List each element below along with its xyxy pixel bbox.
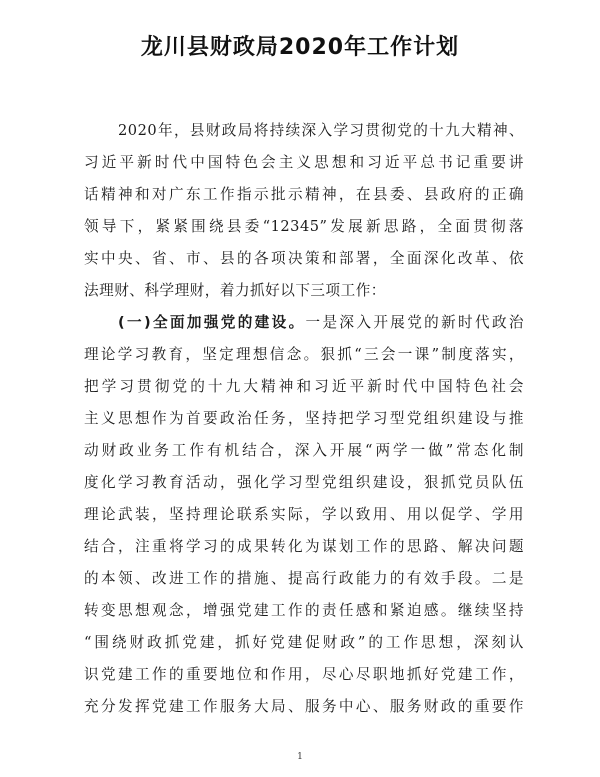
paragraph-2-line-6: 度化学习教育活动，强化学习型党组织建设，狠抓党员队伍 bbox=[84, 474, 524, 491]
paragraph-2-line-1 bbox=[84, 307, 524, 339]
section-heading: (一)全面加强党的建设。 bbox=[118, 314, 306, 331]
paragraph-1-line-1: 2020年，县财政局将持续深入学习贯彻党的十九大精神、 bbox=[118, 122, 524, 139]
paragraph-2-line-11: “围绕财政抓党建，抓好党建促财政”的工作思想，深刻认 bbox=[84, 634, 524, 651]
paragraph-2-line-12: 识党建工作的重要地位和作用，尽心尽职地抓好党建工作， bbox=[84, 666, 524, 683]
paragraph-2-line-4: 主义思想作为首要政治任务，坚持把学习型党组织建设与推 bbox=[84, 410, 524, 427]
paragraph-2-line-9: 的本领、改进工作的措施、提高行政能力的有效手段。二是 bbox=[84, 570, 524, 587]
paragraph-1-line-2: 习近平新时代中国特色会主义思想和习近平总书记重要讲 bbox=[84, 154, 524, 171]
paragraph-2-line-5: 动财政业务工作有机结合，深入开展“两学一做”常态化制 bbox=[84, 442, 524, 459]
paragraph-2-line-2: 理论学习教育，坚定理想信念。狠抓“三会一课”制度落实， bbox=[84, 346, 524, 363]
paragraph-1-line-3: 话精神和对广东工作指示批示精神，在县委、县政府的正确 bbox=[84, 186, 524, 203]
page-number: 1 bbox=[297, 752, 303, 762]
paragraph-2-line-13: 充分发挥党建工作服务大局、服务中心、服务财政的重要作 bbox=[84, 698, 524, 715]
paragraph-2-line-3: 把学习贯彻党的十九大精神和习近平新时代中国特色社会 bbox=[84, 378, 524, 395]
paragraph-1-line-5: 实中央、省、市、县的各项决策和部署，全面深化改革、依 bbox=[84, 250, 524, 267]
document-title: 龙川县财政局2020年工作计划 bbox=[140, 35, 460, 60]
paragraph-2-line-1-text: 一是深入开展党的新时代政治 bbox=[305, 314, 524, 331]
document-body bbox=[84, 115, 524, 723]
paragraph-1-line-6: 法理财、科学理财，着力抓好以下三项工作： bbox=[84, 282, 386, 299]
paragraph-1-line-4: 领导下，紧紧围绕县委“12345”发展新思路，全面贯彻落 bbox=[84, 218, 524, 235]
paragraph-2-line-8: 结合，注重将学习的成果转化为谋划工作的思路、解决问题 bbox=[84, 538, 524, 555]
paragraph-2-line-7: 理论武装，坚持理论联系实际，学以致用、用以促学、学用 bbox=[84, 506, 524, 523]
paragraph-2-line-10: 转变思想观念，增强党建工作的责任感和紧迫感。继续坚持 bbox=[84, 602, 524, 619]
